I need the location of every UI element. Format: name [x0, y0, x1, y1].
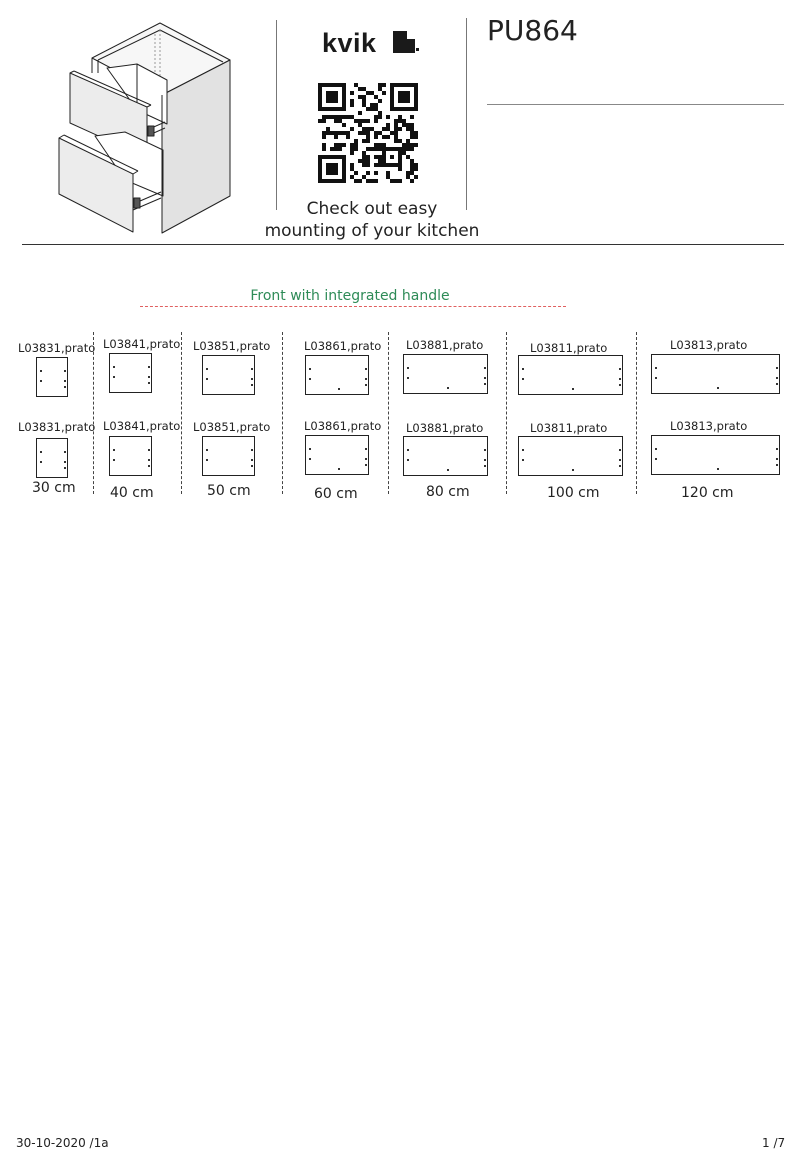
front-width-label: 30 cm: [32, 480, 76, 496]
drill-hole-mark: [64, 386, 66, 388]
brand-logo-dot: [416, 48, 419, 51]
drill-hole-mark: [251, 459, 253, 461]
drill-hole-mark: [113, 366, 115, 368]
drill-hole-mark: [407, 449, 409, 451]
column-separator: [93, 332, 94, 494]
section-title: Front with integrated handle: [250, 288, 450, 304]
drill-hole-mark: [522, 459, 524, 461]
drill-hole-mark: [717, 468, 719, 470]
drill-hole-mark: [251, 465, 253, 467]
drill-hole-mark: [309, 448, 311, 450]
drill-hole-mark: [148, 459, 150, 461]
front-panel-bottom: [109, 436, 152, 476]
front-width-label: 60 cm: [314, 486, 358, 502]
front-code-top: L03813,prato: [670, 338, 748, 352]
drill-hole-mark: [619, 459, 621, 461]
front-panel-top: [36, 357, 68, 397]
header-divider-left: [276, 20, 277, 210]
drill-hole-mark: [64, 370, 66, 372]
front-code-bottom: L03813,prato: [670, 419, 748, 433]
footer-page-number: 1 /7: [762, 1136, 786, 1150]
front-width-label: 100 cm: [547, 485, 600, 501]
front-panel-top: [403, 354, 488, 394]
front-panel-bottom: [518, 436, 623, 476]
drill-hole-mark: [776, 464, 778, 466]
front-panel-bottom: [202, 436, 255, 476]
front-panel-bottom: [403, 436, 488, 476]
drill-hole-mark: [206, 459, 208, 461]
drill-hole-mark: [113, 459, 115, 461]
drill-hole-mark: [776, 367, 778, 369]
drill-hole-mark: [619, 465, 621, 467]
brand-logo-text: kvik: [322, 28, 377, 58]
drill-hole-mark: [251, 449, 253, 451]
cabinet-illustration: [55, 18, 245, 238]
footer-date: 30-10-2020 /1a: [16, 1136, 109, 1150]
drill-hole-mark: [309, 368, 311, 370]
front-code-top: L03881,prato: [406, 338, 484, 352]
front-panel-bottom: [305, 435, 369, 475]
front-width-label: 120 cm: [681, 485, 734, 501]
front-code-top: L03831,prato: [18, 341, 96, 355]
front-code-top: L03851,prato: [193, 339, 271, 353]
drill-hole-mark: [40, 370, 42, 372]
column-separator: [282, 332, 283, 494]
drill-hole-mark: [365, 448, 367, 450]
qr-caption-line-1: Check out easy: [306, 199, 438, 219]
drill-hole-mark: [655, 448, 657, 450]
drill-hole-mark: [484, 459, 486, 461]
front-code-top: L03811,prato: [530, 341, 608, 355]
drill-hole-mark: [776, 448, 778, 450]
drill-hole-mark: [148, 366, 150, 368]
drill-hole-mark: [365, 384, 367, 386]
front-width-label: 80 cm: [426, 484, 470, 500]
drill-hole-mark: [776, 458, 778, 460]
drill-hole-mark: [407, 377, 409, 379]
drill-hole-mark: [484, 449, 486, 451]
drill-hole-mark: [572, 388, 574, 390]
front-code-top: L03861,prato: [304, 339, 382, 353]
column-separator: [388, 332, 389, 494]
front-width-label: 50 cm: [207, 483, 251, 499]
drill-hole-mark: [113, 449, 115, 451]
drill-hole-mark: [309, 378, 311, 380]
drill-hole-mark: [251, 378, 253, 380]
column-separator: [506, 332, 507, 494]
drill-hole-mark: [484, 465, 486, 467]
drill-hole-mark: [572, 469, 574, 471]
drill-hole-mark: [522, 449, 524, 451]
front-panel-top: [305, 355, 369, 395]
drill-hole-mark: [619, 378, 621, 380]
drill-hole-mark: [309, 458, 311, 460]
drill-hole-mark: [365, 458, 367, 460]
drill-hole-mark: [338, 388, 340, 390]
drill-hole-mark: [619, 384, 621, 386]
front-panel-top: [518, 355, 623, 395]
drill-hole-mark: [365, 368, 367, 370]
drill-hole-mark: [338, 468, 340, 470]
header-divider-right: [466, 18, 467, 210]
drill-hole-mark: [148, 382, 150, 384]
drill-hole-mark: [206, 378, 208, 380]
drill-hole-mark: [655, 458, 657, 460]
front-panel-top: [202, 355, 255, 395]
drill-hole-mark: [64, 467, 66, 469]
drill-hole-mark: [619, 368, 621, 370]
drill-hole-mark: [251, 368, 253, 370]
front-panel-top: [109, 353, 152, 393]
drill-hole-mark: [522, 378, 524, 380]
drill-hole-mark: [619, 449, 621, 451]
header-rule: [22, 244, 784, 245]
front-panel-bottom: [36, 438, 68, 478]
front-panel-bottom: [651, 435, 780, 475]
drill-hole-mark: [64, 451, 66, 453]
drill-hole-mark: [148, 376, 150, 378]
drill-hole-mark: [655, 377, 657, 379]
front-width-label: 40 cm: [110, 485, 154, 501]
drill-hole-mark: [407, 367, 409, 369]
front-code-bottom: L03811,prato: [530, 421, 608, 435]
drill-hole-mark: [776, 383, 778, 385]
front-code-bottom: L03861,prato: [304, 419, 382, 433]
qr-code[interactable]: [318, 83, 418, 183]
drill-hole-mark: [447, 469, 449, 471]
drill-hole-mark: [365, 464, 367, 466]
front-code-bottom: L03831,prato: [18, 420, 96, 434]
front-panel-top: [651, 354, 780, 394]
qr-caption: [262, 198, 482, 242]
front-code-bottom: L03841,prato: [103, 419, 181, 433]
drill-hole-mark: [40, 451, 42, 453]
drill-hole-mark: [447, 387, 449, 389]
drill-hole-mark: [484, 377, 486, 379]
front-code-top: L03841,prato: [103, 337, 181, 351]
brand-logo-mark: [393, 31, 415, 53]
front-code-bottom: L03851,prato: [193, 420, 271, 434]
product-code-rule: [487, 104, 784, 105]
drill-hole-mark: [522, 368, 524, 370]
qr-caption-line-2: mounting of your kitchen: [264, 221, 480, 241]
drill-hole-mark: [407, 459, 409, 461]
drill-hole-mark: [206, 368, 208, 370]
drill-hole-mark: [148, 465, 150, 467]
drill-hole-mark: [717, 387, 719, 389]
drill-hole-mark: [113, 376, 115, 378]
product-code: PU864: [487, 14, 578, 47]
drill-hole-mark: [776, 377, 778, 379]
column-separator: [181, 332, 182, 494]
front-code-bottom: L03881,prato: [406, 421, 484, 435]
drill-hole-mark: [251, 384, 253, 386]
drill-hole-mark: [148, 449, 150, 451]
drill-hole-mark: [64, 461, 66, 463]
drill-hole-mark: [484, 383, 486, 385]
column-separator: [636, 332, 637, 494]
drill-hole-mark: [365, 378, 367, 380]
drill-hole-mark: [64, 380, 66, 382]
section-title-dashed-rule: [140, 306, 566, 307]
drill-hole-mark: [484, 367, 486, 369]
drill-hole-mark: [655, 367, 657, 369]
drill-hole-mark: [40, 380, 42, 382]
drill-hole-mark: [206, 449, 208, 451]
drill-hole-mark: [40, 461, 42, 463]
